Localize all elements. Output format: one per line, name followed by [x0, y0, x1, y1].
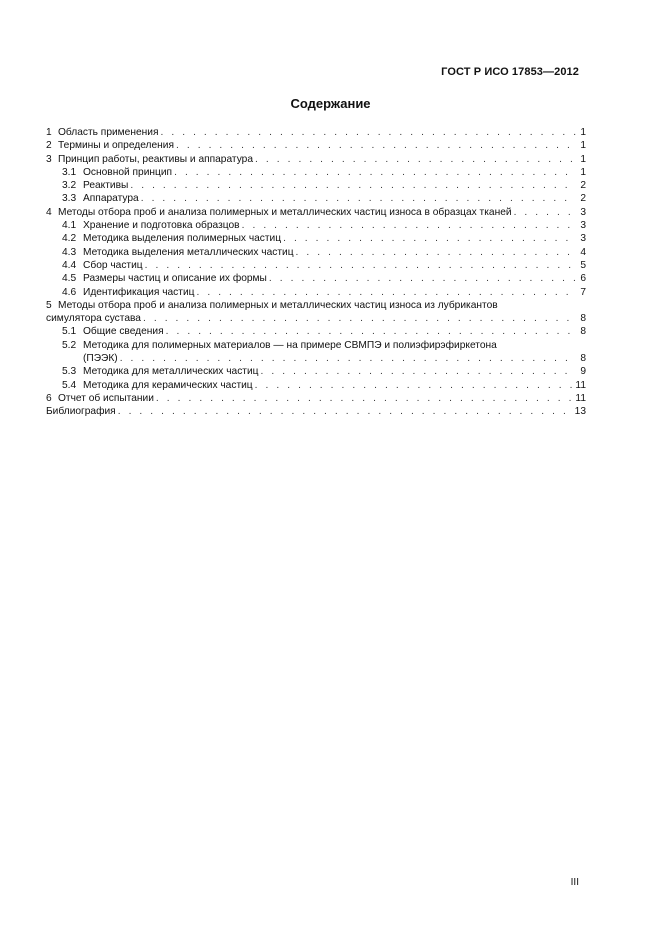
toc-page: 8 [580, 353, 586, 365]
toc-page: 8 [580, 326, 586, 338]
dot-leader [283, 232, 576, 245]
toc-title: Методика для керамических частиц [83, 379, 253, 391]
toc-page: 4 [580, 246, 586, 258]
dot-leader [141, 192, 576, 205]
toc-title: Термины и определения [58, 140, 174, 152]
toc-page: 8 [580, 313, 586, 325]
document-id: ГОСТ Р ИСО 17853—2012 [441, 66, 579, 78]
toc-number: 3.3 [62, 193, 77, 205]
toc-entry[interactable] [46, 325, 586, 338]
toc-title: Методы отбора проб и анализа полимерных и металлических частиц износа в образцах тканей [58, 206, 512, 218]
toc-entry[interactable] [46, 272, 586, 285]
dot-leader [130, 179, 576, 192]
dot-leader [196, 286, 576, 299]
toc-number: 3.1 [62, 166, 77, 178]
toc-number: 4.2 [62, 233, 77, 245]
toc-title: Реактивы [83, 180, 129, 192]
toc-title: Отчет об испытании [58, 392, 154, 404]
dot-leader [296, 246, 576, 259]
toc-entry-bibliography[interactable] [46, 405, 586, 418]
toc-number: 5.1 [62, 326, 77, 338]
dot-leader [156, 392, 574, 405]
toc-title: Общие сведения [83, 326, 164, 338]
dot-leader [242, 219, 576, 232]
toc-page: 1 [580, 127, 586, 138]
toc-entry[interactable] [46, 246, 586, 259]
toc-entry[interactable] [46, 206, 586, 219]
toc-entry-continuation[interactable] [46, 352, 586, 365]
toc-entry[interactable] [46, 153, 586, 166]
toc-entry[interactable] [46, 365, 586, 378]
dot-leader [255, 153, 576, 166]
dot-leader [145, 259, 576, 272]
toc-entry[interactable] [46, 339, 586, 352]
toc-title-line2: (ПЭЭК) [83, 353, 118, 365]
dot-leader [160, 126, 576, 139]
dot-leader [174, 166, 576, 179]
toc-number: 2 [46, 140, 52, 152]
toc-number: 5.4 [62, 379, 77, 391]
dot-leader [143, 312, 576, 325]
toc-entry[interactable] [46, 232, 586, 245]
toc-page: 1 [580, 140, 586, 152]
toc-title: Основной принцип [83, 166, 173, 178]
toc-page: 9 [580, 366, 586, 378]
toc-page: 3 [580, 233, 586, 245]
toc-entry[interactable] [46, 219, 586, 232]
page-title: Содержание [290, 96, 371, 111]
toc-title-line1: Методика для полимерных материалов — на примере СВМПЭ и полиэфирэфиркетона [83, 339, 497, 351]
toc-number: 4.3 [62, 246, 77, 258]
toc-number: 3 [46, 153, 52, 165]
toc-page: 7 [580, 286, 586, 298]
dot-leader [118, 405, 573, 418]
toc-number: 4 [46, 206, 52, 218]
toc-number: 4.6 [62, 286, 77, 298]
toc-entry[interactable] [46, 166, 586, 179]
dot-leader [261, 365, 577, 378]
toc-number: 4.4 [62, 259, 77, 271]
toc-page: 3 [580, 220, 586, 232]
toc-page: 2 [580, 193, 586, 205]
toc-title: Область применения [58, 127, 159, 138]
dot-leader [514, 206, 576, 219]
dot-leader [176, 139, 576, 152]
toc-number: 5.3 [62, 366, 77, 378]
toc-entry[interactable] [46, 139, 586, 152]
toc-page: 1 [580, 153, 586, 165]
toc-number: 4.1 [62, 220, 77, 232]
toc-title: Аппаратура [83, 193, 139, 205]
toc-page: 6 [580, 273, 586, 285]
toc-number: 3.2 [62, 180, 77, 192]
toc-entry[interactable] [46, 299, 586, 312]
toc-title: Сбор частиц [83, 259, 143, 271]
toc-page: 11 [575, 379, 586, 391]
toc-number: 6 [46, 392, 52, 404]
toc-page: 13 [574, 406, 586, 418]
page-number: III [570, 877, 579, 888]
toc-page: 3 [580, 206, 586, 218]
toc-entry[interactable] [46, 286, 586, 299]
toc-entry[interactable] [46, 392, 586, 405]
toc-title-line1: Методы отбора проб и анализа полимерных и металлических частиц износа из лубрикантов [58, 299, 498, 311]
toc-title: Хранение и подготовка образцов [83, 220, 240, 232]
toc-title: Методика выделения металлических частиц [83, 246, 294, 258]
dot-leader [166, 325, 576, 338]
toc-entry-continuation[interactable] [46, 312, 586, 325]
toc-title: Размеры частиц и описание их формы [83, 273, 267, 285]
toc-title: Идентификация частиц [83, 286, 195, 298]
toc-title: Библиография [46, 406, 116, 418]
toc-title: Принцип работы, реактивы и аппаратура [58, 153, 254, 165]
toc-page: 5 [580, 259, 586, 271]
toc-number: 4.5 [62, 273, 77, 285]
toc-entry[interactable] [46, 259, 586, 272]
dot-leader [120, 352, 576, 365]
toc-entry[interactable] [46, 192, 586, 205]
toc-title: Методика выделения полимерных частиц [83, 233, 282, 245]
dot-leader [269, 272, 576, 285]
toc-title: Методика для металлических частиц [83, 366, 259, 378]
toc-number: 1 [46, 127, 52, 138]
toc-number: 5 [46, 299, 52, 311]
toc-number: 5.2 [62, 339, 77, 351]
toc-entry[interactable] [46, 179, 586, 192]
toc-title-line2: симулятора сустава [46, 313, 141, 325]
toc-page: 2 [580, 180, 586, 192]
toc-entry[interactable] [46, 126, 586, 139]
dot-leader [255, 379, 574, 392]
toc-entry[interactable] [46, 379, 586, 392]
toc-page: 1 [580, 166, 586, 178]
table-of-contents [46, 126, 586, 419]
toc-page: 11 [575, 392, 586, 404]
